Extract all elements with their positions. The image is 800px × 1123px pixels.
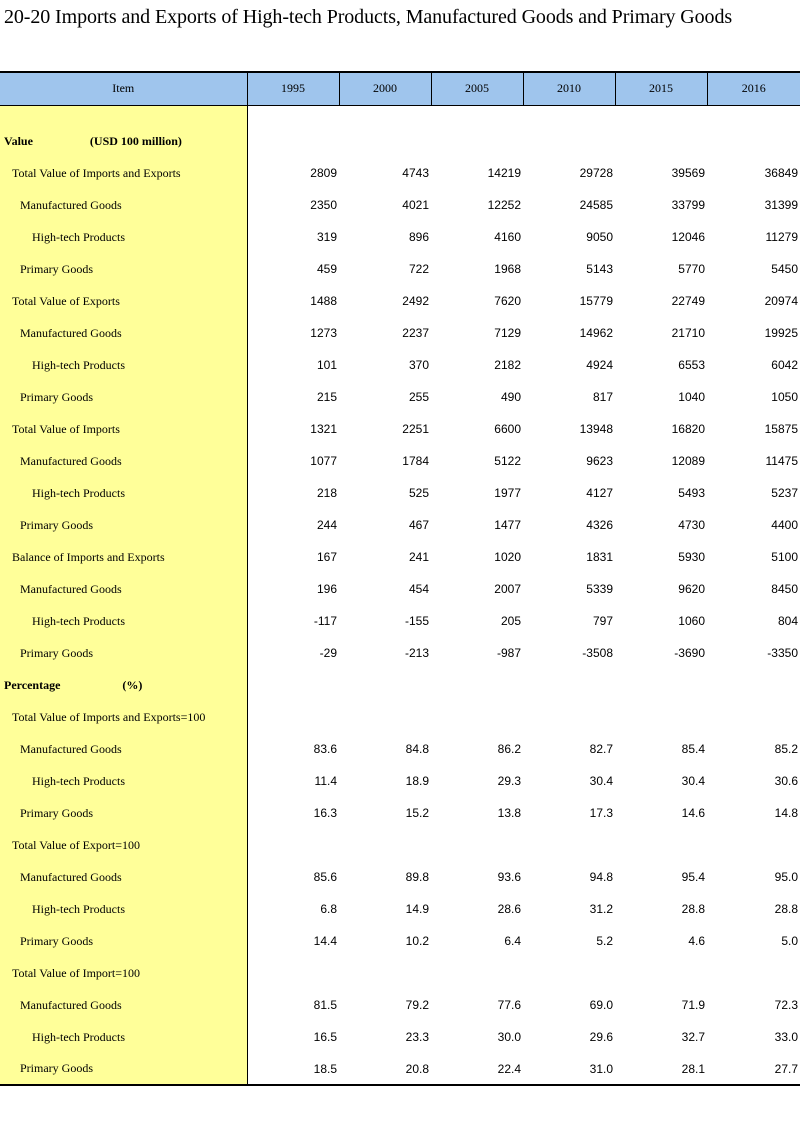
value-cell: 5100 (771, 550, 798, 564)
value-cell (247, 125, 339, 157)
row-label: High-tech Products (0, 221, 247, 253)
row-label: Balance of Imports and Exports (0, 541, 247, 573)
table-row (0, 1053, 800, 1085)
table-row (0, 381, 800, 413)
value-cell: 16820 (671, 422, 705, 436)
value-cell: 30.4 (589, 774, 613, 788)
value-cell: 896 (408, 230, 429, 244)
value-cell: 5.0 (781, 934, 798, 948)
row-label: High-tech Products (0, 765, 247, 797)
row-label: High-tech Products (0, 605, 247, 637)
value-cell: 12046 (671, 230, 705, 244)
value-cell: 196 (316, 582, 337, 596)
section-row (0, 125, 800, 157)
value-cell: 30.6 (774, 774, 798, 788)
table-row (0, 925, 800, 957)
value-cell: 20974 (764, 294, 798, 308)
value-cell: 15779 (579, 294, 613, 308)
value-cell: 27.7 (707, 1053, 800, 1085)
value-cell (247, 829, 339, 861)
value-cell: 490 (500, 390, 521, 404)
value-cell: 32.7 (681, 1030, 705, 1044)
value-cell: 1040 (678, 390, 705, 404)
value-cell: 4743 (402, 166, 429, 180)
value-cell: 244 (316, 518, 337, 532)
value-cell: 1020 (494, 550, 521, 564)
section-row (0, 669, 800, 701)
value-cell: 4127 (586, 486, 613, 500)
table-row (0, 701, 800, 733)
value-cell: 101 (316, 358, 337, 372)
value-cell: 7620 (494, 294, 521, 308)
value-cell: 2182 (494, 358, 521, 372)
value-cell: 83.6 (313, 742, 337, 756)
value-cell: 16.3 (313, 806, 337, 820)
value-cell: 9620 (678, 582, 705, 596)
value-cell: 9623 (586, 454, 613, 468)
value-cell: 39569 (671, 166, 705, 180)
value-cell: 255 (408, 390, 429, 404)
table-row (0, 413, 800, 445)
value-cell (707, 701, 800, 733)
row-label: Primary Goods (0, 509, 247, 541)
value-cell: 2007 (494, 582, 521, 596)
value-cell: 20.8 (339, 1053, 431, 1085)
value-cell: 12089 (671, 454, 705, 468)
row-label: Manufactured Goods (0, 445, 247, 477)
value-cell: 30.4 (681, 774, 705, 788)
value-cell: 1060 (678, 614, 705, 628)
value-cell (339, 701, 431, 733)
value-cell: 19925 (764, 326, 798, 340)
value-cell (247, 701, 339, 733)
value-cell: 30.0 (497, 1030, 521, 1044)
value-cell: 14.9 (405, 902, 429, 916)
value-cell: 85.6 (313, 870, 337, 884)
value-cell: 5.2 (596, 934, 613, 948)
row-label: High-tech Products (0, 349, 247, 381)
row-label: Manufactured Goods (0, 317, 247, 349)
value-cell: 71.9 (681, 998, 705, 1012)
value-cell: 467 (408, 518, 429, 532)
value-cell (431, 125, 523, 157)
column-header-year: 2010 (523, 72, 615, 105)
table-row (0, 445, 800, 477)
value-cell: 33.0 (774, 1030, 798, 1044)
row-label: Primary Goods (0, 797, 247, 829)
value-cell: 14.8 (774, 806, 798, 820)
value-cell (707, 669, 800, 701)
value-cell: 24585 (579, 198, 613, 212)
row-label: Primary Goods (0, 253, 247, 285)
value-cell: 9050 (586, 230, 613, 244)
value-cell: 6.4 (504, 934, 521, 948)
value-cell (615, 829, 707, 861)
value-cell (431, 957, 523, 989)
value-cell: 81.5 (313, 998, 337, 1012)
value-cell: 31.2 (589, 902, 613, 916)
value-cell (247, 669, 339, 701)
value-cell: 11475 (765, 454, 798, 468)
value-cell: 85.4 (681, 742, 705, 756)
value-cell: 79.2 (405, 998, 429, 1012)
column-header-year: 2016 (707, 72, 800, 105)
value-cell: 33799 (671, 198, 705, 212)
value-cell: 2251 (402, 422, 429, 436)
value-cell: 29728 (579, 166, 613, 180)
value-cell (431, 701, 523, 733)
value-cell: 797 (592, 614, 613, 628)
row-label: Manufactured Goods (0, 189, 247, 221)
table-row (0, 221, 800, 253)
value-cell: 17.3 (589, 806, 613, 820)
value-cell: 1050 (771, 390, 798, 404)
value-cell: 454 (408, 582, 429, 596)
table-row (0, 573, 800, 605)
spacer-row (0, 105, 800, 125)
value-cell: 215 (316, 390, 337, 404)
row-label: Total Value of Imports and Exports=100 (0, 701, 247, 733)
value-cell: 722 (408, 262, 429, 276)
row-label: Manufactured Goods (0, 573, 247, 605)
table-row (0, 957, 800, 989)
section-title: Percentage (4, 677, 61, 692)
value-cell: 525 (408, 486, 429, 500)
value-cell: -117 (313, 614, 337, 628)
value-cell: 22.4 (431, 1053, 523, 1085)
value-cell: 1977 (494, 486, 521, 500)
value-cell (615, 701, 707, 733)
table-row (0, 989, 800, 1021)
value-cell: 13.8 (497, 806, 521, 820)
value-cell: 28.6 (497, 902, 521, 916)
value-cell: 28.8 (774, 902, 798, 916)
value-cell (431, 669, 523, 701)
value-cell: 1968 (494, 262, 521, 276)
table-row (0, 157, 800, 189)
table-row (0, 733, 800, 765)
table-row (0, 1021, 800, 1053)
row-label: High-tech Products (0, 1021, 247, 1053)
value-cell: 77.6 (497, 998, 521, 1012)
value-cell: 31.0 (523, 1053, 615, 1085)
value-cell: 1077 (310, 454, 337, 468)
value-cell: 14962 (579, 326, 613, 340)
value-cell: 2809 (310, 166, 337, 180)
column-header-year: 2000 (339, 72, 431, 105)
value-cell (615, 125, 707, 157)
column-header-item: Item (0, 72, 247, 105)
table-body (0, 105, 800, 1085)
value-cell: 21710 (671, 326, 705, 340)
table-row (0, 829, 800, 861)
value-cell: 94.8 (589, 870, 613, 884)
value-cell: 14.4 (313, 934, 337, 948)
row-label: Primary Goods (0, 637, 247, 669)
section-unit: (USD 100 million) (89, 133, 182, 148)
value-cell: 14.6 (681, 806, 705, 820)
value-cell: 29.3 (497, 774, 521, 788)
row-label: Total Value of Export=100 (0, 829, 247, 861)
value-cell: 4.6 (688, 934, 705, 948)
value-cell: -213 (404, 646, 429, 660)
value-cell: 72.3 (774, 998, 798, 1012)
value-cell: 167 (316, 550, 337, 564)
value-cell: 1831 (586, 550, 613, 564)
value-cell: 5237 (771, 486, 798, 500)
value-cell: 6553 (678, 358, 705, 372)
value-cell: 36849 (764, 166, 798, 180)
value-cell: 23.3 (405, 1030, 429, 1044)
value-cell: 319 (316, 230, 337, 244)
page-title: 20-20 Imports and Exports of High-tech Products, Manufactured Goods and Primary Goods (4, 6, 733, 28)
table-row (0, 285, 800, 317)
table-row (0, 349, 800, 381)
value-cell: 10.2 (405, 934, 429, 948)
value-cell (339, 669, 431, 701)
value-cell: 804 (777, 614, 798, 628)
value-cell: 84.8 (405, 742, 429, 756)
value-cell: 29.6 (589, 1030, 613, 1044)
value-cell: 95.4 (681, 870, 705, 884)
value-cell: -3690 (674, 646, 705, 660)
value-cell: 1488 (310, 294, 337, 308)
value-cell (707, 829, 800, 861)
value-cell: -987 (496, 646, 521, 660)
value-cell: 4400 (771, 518, 798, 532)
value-cell (523, 669, 615, 701)
value-cell: 5930 (678, 550, 705, 564)
value-cell: 85.2 (774, 742, 798, 756)
row-label: Manufactured Goods (0, 733, 247, 765)
value-cell: 28.1 (615, 1053, 707, 1085)
value-cell: 8450 (771, 582, 798, 596)
section-title: Value (4, 133, 33, 148)
value-cell: 1321 (310, 422, 337, 436)
table-row (0, 509, 800, 541)
value-cell (615, 957, 707, 989)
value-cell: 2237 (402, 326, 429, 340)
value-cell: 5339 (586, 582, 613, 596)
row-label: Primary Goods (0, 1053, 247, 1085)
table-row (0, 797, 800, 829)
value-cell: 2350 (310, 198, 337, 212)
section-label-cell (0, 669, 247, 701)
table-row (0, 477, 800, 509)
value-cell: 5122 (494, 454, 521, 468)
table-row (0, 765, 800, 797)
value-cell: 4021 (402, 198, 429, 212)
value-cell: 4326 (586, 518, 613, 532)
value-cell: 93.6 (497, 870, 521, 884)
row-label: Total Value of Exports (0, 285, 247, 317)
value-cell: 5143 (586, 262, 613, 276)
section-label-cell (0, 125, 247, 157)
value-cell: 82.7 (589, 742, 613, 756)
value-cell: 218 (316, 486, 337, 500)
value-cell: 14219 (487, 166, 521, 180)
row-label: Total Value of Import=100 (0, 957, 247, 989)
value-cell: 18.9 (405, 774, 429, 788)
value-cell (523, 957, 615, 989)
row-label: High-tech Products (0, 477, 247, 509)
column-header-year: 2005 (431, 72, 523, 105)
row-label: Manufactured Goods (0, 861, 247, 893)
table-row (0, 189, 800, 221)
value-cell (523, 829, 615, 861)
data-table (0, 71, 800, 1086)
value-cell (247, 957, 339, 989)
value-cell: 6600 (494, 422, 521, 436)
value-cell: 370 (408, 358, 429, 372)
value-cell: -3350 (767, 646, 798, 660)
value-cell: 241 (408, 550, 429, 564)
value-cell: 1477 (494, 518, 521, 532)
value-cell: 11279 (765, 230, 798, 244)
section-unit: (%) (122, 677, 143, 692)
value-cell: 15875 (764, 422, 798, 436)
value-cell: 4924 (586, 358, 613, 372)
row-label-cell (0, 105, 247, 125)
value-cell: 16.5 (313, 1030, 337, 1044)
value-cell: 2492 (402, 294, 429, 308)
value-cell (707, 957, 800, 989)
value-cell: 22749 (671, 294, 705, 308)
table-row (0, 893, 800, 925)
value-cell: 5770 (678, 262, 705, 276)
value-cell: -3508 (582, 646, 613, 660)
column-header-year: 2015 (615, 72, 707, 105)
value-cell: 69.0 (589, 998, 613, 1012)
value-cell: 11.4 (314, 774, 337, 788)
value-cell: 89.8 (405, 870, 429, 884)
value-cell: 205 (500, 614, 521, 628)
table-row (0, 861, 800, 893)
value-cell: 15.2 (405, 806, 429, 820)
table-row (0, 253, 800, 285)
value-cell: 13948 (579, 422, 613, 436)
row-label: Primary Goods (0, 925, 247, 957)
table-row (0, 605, 800, 637)
value-cell: 459 (316, 262, 337, 276)
value-cell: 86.2 (497, 742, 521, 756)
value-cell: 6042 (771, 358, 798, 372)
value-cell (339, 829, 431, 861)
value-cell: 6.8 (320, 902, 337, 916)
column-header-year: 1995 (247, 72, 339, 105)
value-cell: 95.0 (774, 870, 798, 884)
value-cell: -155 (404, 614, 429, 628)
value-cell: 31399 (764, 198, 798, 212)
value-cell: 4730 (678, 518, 705, 532)
row-label: Manufactured Goods (0, 989, 247, 1021)
row-label: Total Value of Imports and Exports (0, 157, 247, 189)
value-cell (339, 125, 431, 157)
table-row (0, 317, 800, 349)
row-label: High-tech Products (0, 893, 247, 925)
value-cell (707, 125, 800, 157)
value-cell: 4160 (494, 230, 521, 244)
value-cell: 12252 (487, 198, 521, 212)
value-cell: -29 (319, 646, 337, 660)
value-cell: 1784 (402, 454, 429, 468)
value-cell (431, 829, 523, 861)
table-row (0, 637, 800, 669)
value-cell (339, 957, 431, 989)
row-label: Primary Goods (0, 381, 247, 413)
value-cell: 5450 (771, 262, 798, 276)
value-cell: 1273 (310, 326, 337, 340)
table-header-row (0, 72, 800, 105)
value-cell (615, 669, 707, 701)
value-cell: 7129 (494, 326, 521, 340)
value-cell: 18.5 (247, 1053, 339, 1085)
value-cell (523, 125, 615, 157)
value-cell: 28.8 (681, 902, 705, 916)
value-cell: 817 (592, 390, 613, 404)
value-cell: 5493 (678, 486, 705, 500)
value-cell (523, 701, 615, 733)
row-label: Total Value of Imports (0, 413, 247, 445)
table-row (0, 541, 800, 573)
